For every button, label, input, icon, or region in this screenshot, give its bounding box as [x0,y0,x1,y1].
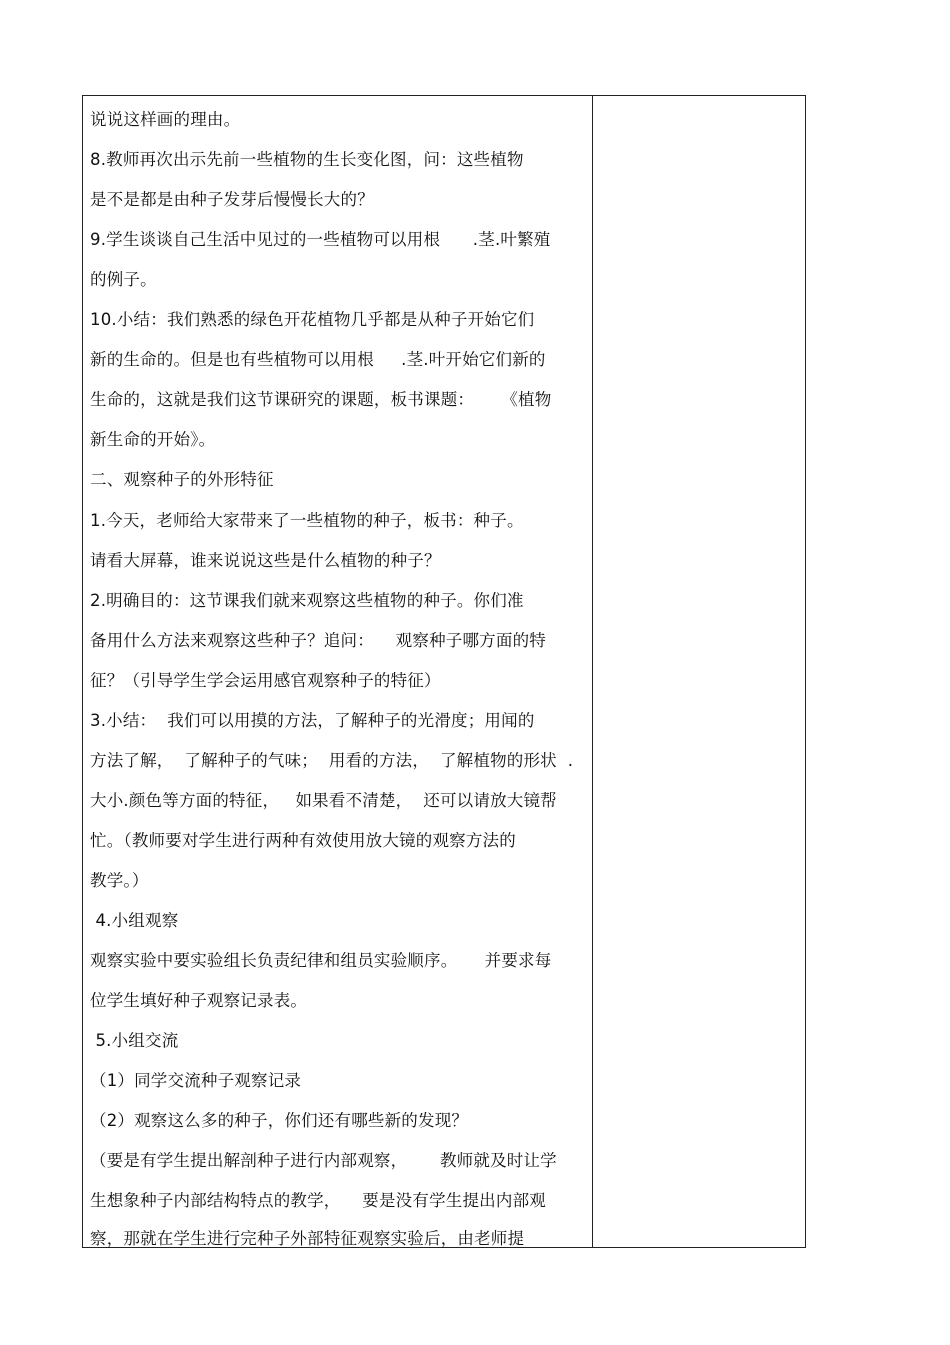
text-line: 说说这样画的理由。 [90,110,241,129]
text-line: 3.小结： 我们可以用摸的方法，了解种子的光滑度；用闻的 [90,711,535,730]
text-line: 的例子。 [90,270,157,289]
subsection-heading: 5.小组交流 [90,1031,179,1050]
text-line: 察，那就在学生进行完种子外部特征观察实验后，由老师提 [90,1229,525,1248]
text-line: 征？（引导学生学会运用感官观察种子的特征） [90,671,441,690]
text-line: 生命的，这就是我们这节课研究的课题，板书课题： 《植物 [90,390,552,409]
text-line: 2.明确目的：这节课我们就来观察这些植物的种子。你们准 [90,591,524,610]
text-line: 1.今天，老师给大家带来了一些植物的种子，板书：种子。 [90,511,524,530]
text-line: （1）同学交流种子观察记录 [90,1071,302,1090]
text-line: 8.教师再次出示先前一些植物的生长变化图，问：这些植物 [90,150,524,169]
text-line: 位学生填好种子观察记录表。 [90,991,308,1010]
section-heading: 二、观察种子的外形特征 [90,470,274,489]
text-line: 生想象种子内部结构特点的教学， 要是没有学生提出内部观 [90,1191,546,1210]
text-line: 10.小结：我们熟悉的绿色开花植物几乎都是从种子开始它们 [90,310,535,329]
text-line: 备用什么方法来观察这些种子？追问： 观察种子哪方面的特 [90,631,546,650]
text-line: 新的生命的。但是也有些植物可以用根 .茎.叶开始它们新的 [90,350,546,369]
text-line: 方法了解， 了解种子的气味； 用看的方法， 了解植物的形状 . [90,751,574,770]
text-line: 是不是都是由种子发芽后慢慢长大的？ [90,190,374,209]
text-line: （2）观察这么多的种子，你们还有哪些新的发现？ [90,1111,469,1130]
notes-cell [593,96,805,1247]
subsection-heading: 4.小组观察 [90,911,179,930]
text-line: （要是有学生提出解剖种子进行内部观察， 教师就及时让学 [90,1151,557,1170]
text-line: 观察实验中要实验组长负责纪律和组员实验顺序。 并要求每 [90,951,552,970]
text-line: 新生命的开始》。 [90,430,216,449]
text-line: 9.学生谈谈自己生活中见过的一些植物可以用根 .茎.叶繁殖 [90,230,551,249]
text-line: 忙。（教师要对学生进行两种有效使用放大镜的观察方法的 [90,831,516,850]
text-line: 大小.颜色等方面的特征， 如果看不清楚， 还可以请放大镜帮 [90,791,557,810]
text-line: 教学。） [90,871,149,890]
text-line: 请看大屏幕，谁来说说这些是什么植物的种子？ [90,551,441,570]
